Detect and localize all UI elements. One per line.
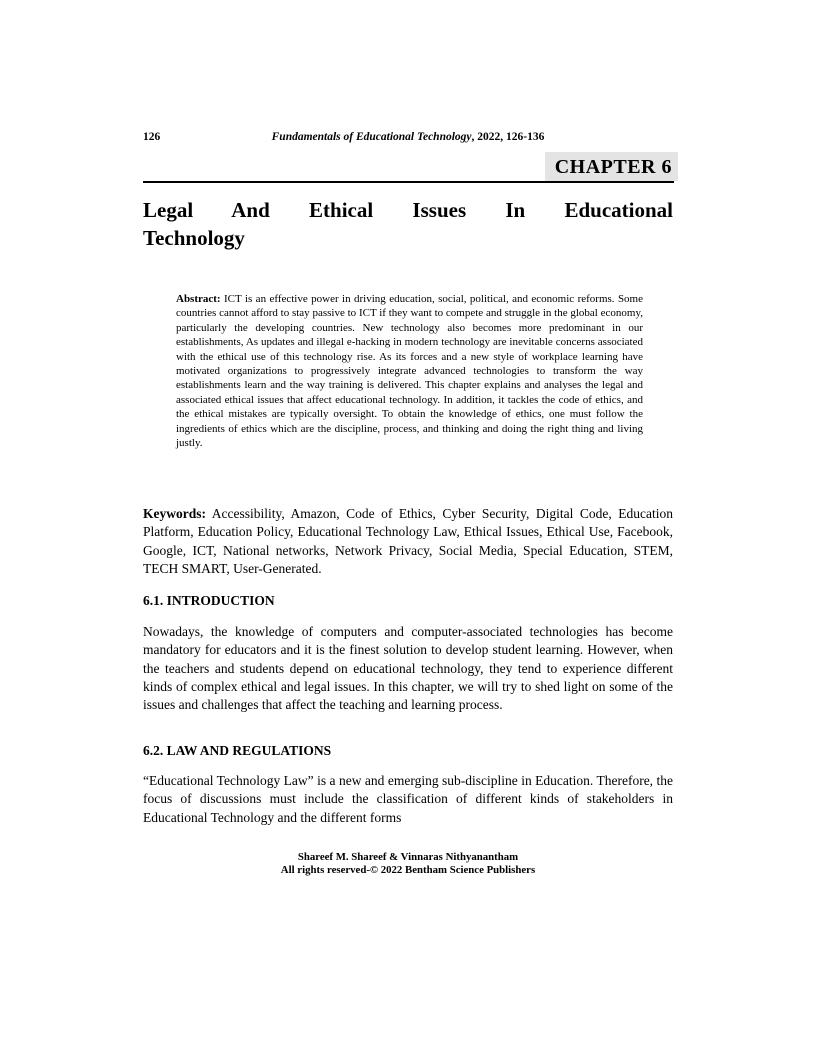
section-paragraph-law-and-regulations: “Educational Technology Law” is a new and emerging sub-discipline in Education. Therefore, the focus of discussions must include the classification of different kinds of stakeholders in Educational Technology and the different forms <box>143 773 673 825</box>
chapter-label: CHAPTER 6 <box>545 152 678 181</box>
running-title-journal: Fundamentals of Educational Technology <box>271 131 472 143</box>
footer-authors: Shareef M. Shareef & Vinnaras Nithyanantham <box>297 851 519 863</box>
page-footer <box>143 851 673 877</box>
abstract-block <box>176 292 643 450</box>
keywords-block <box>143 505 673 578</box>
keywords-text: Accessibility, Amazon, Code of Ethics, Cyber Security, Digital Code, Education Platform, Education Policy, Educational Technology Law, Ethical Issues, Ethical Use, Facebook, Google, ICT, National networks, Network Privacy, Social Media, Special Education, STEM, TECH SMART, User-Generated. <box>143 506 673 576</box>
running-header <box>143 131 673 147</box>
section-paragraph-introduction: Nowadays, the knowledge of computers and computer-associated technologies has become mandatory for educators and it is the finest solution to develop student learning. However, when the teachers and students depend on educational technology, they tend to experience different kinds of complex ethical and legal issues. In this chapter, we will try to shed light on some of the issues and challenges that affect the teaching and learning process. <box>143 624 673 713</box>
section-heading-law-and-regulations: 6.2. LAW AND REGULATIONS <box>143 743 332 758</box>
abstract-label: Abstract: <box>176 293 221 305</box>
chapter-title <box>143 196 673 252</box>
chapter-title-line2: Technology <box>143 226 245 250</box>
running-title <box>143 131 673 143</box>
section-heading-introduction: 6.1. INTRODUCTION <box>143 593 275 608</box>
running-title-suffix: , 2022, 126-136 <box>471 131 545 143</box>
page-number: 126 <box>143 131 161 143</box>
chapter-banner <box>143 152 674 183</box>
footer-copyright: All rights reserved-© 2022 Bentham Science Publishers <box>280 863 536 876</box>
keywords-label: Keywords: <box>143 506 206 521</box>
chapter-title-line1: Legal And Ethical Issues In Educational <box>143 198 673 222</box>
abstract-text: ICT is an effective power in driving education, social, political, and economic reforms. Some countries cannot afford to stay passive to ICT if they want to compete and struggle in the global economy, particularly the developing countries. New technology also becomes more predominant in our establishments, As updates and illegal e-hacking in modern technology are inevitable concerns associated with the ethical use of this technology rise. As its forces and a new style of workplace learning have motivated organizations to progressively integrate advanced technologies to transform the way establishments learn and the way training is delivered. This chapter explains and analyses the legal and associated ethical issues that affect educational technology. In addition, it tackles the code of ethics, and the ethical mistakes are typically oversight. To obtain the knowledge of ethics, one must follow the ingredients of ethics which are the discipline, process, and thinking and doing the right thing and living justly. <box>176 293 643 450</box>
